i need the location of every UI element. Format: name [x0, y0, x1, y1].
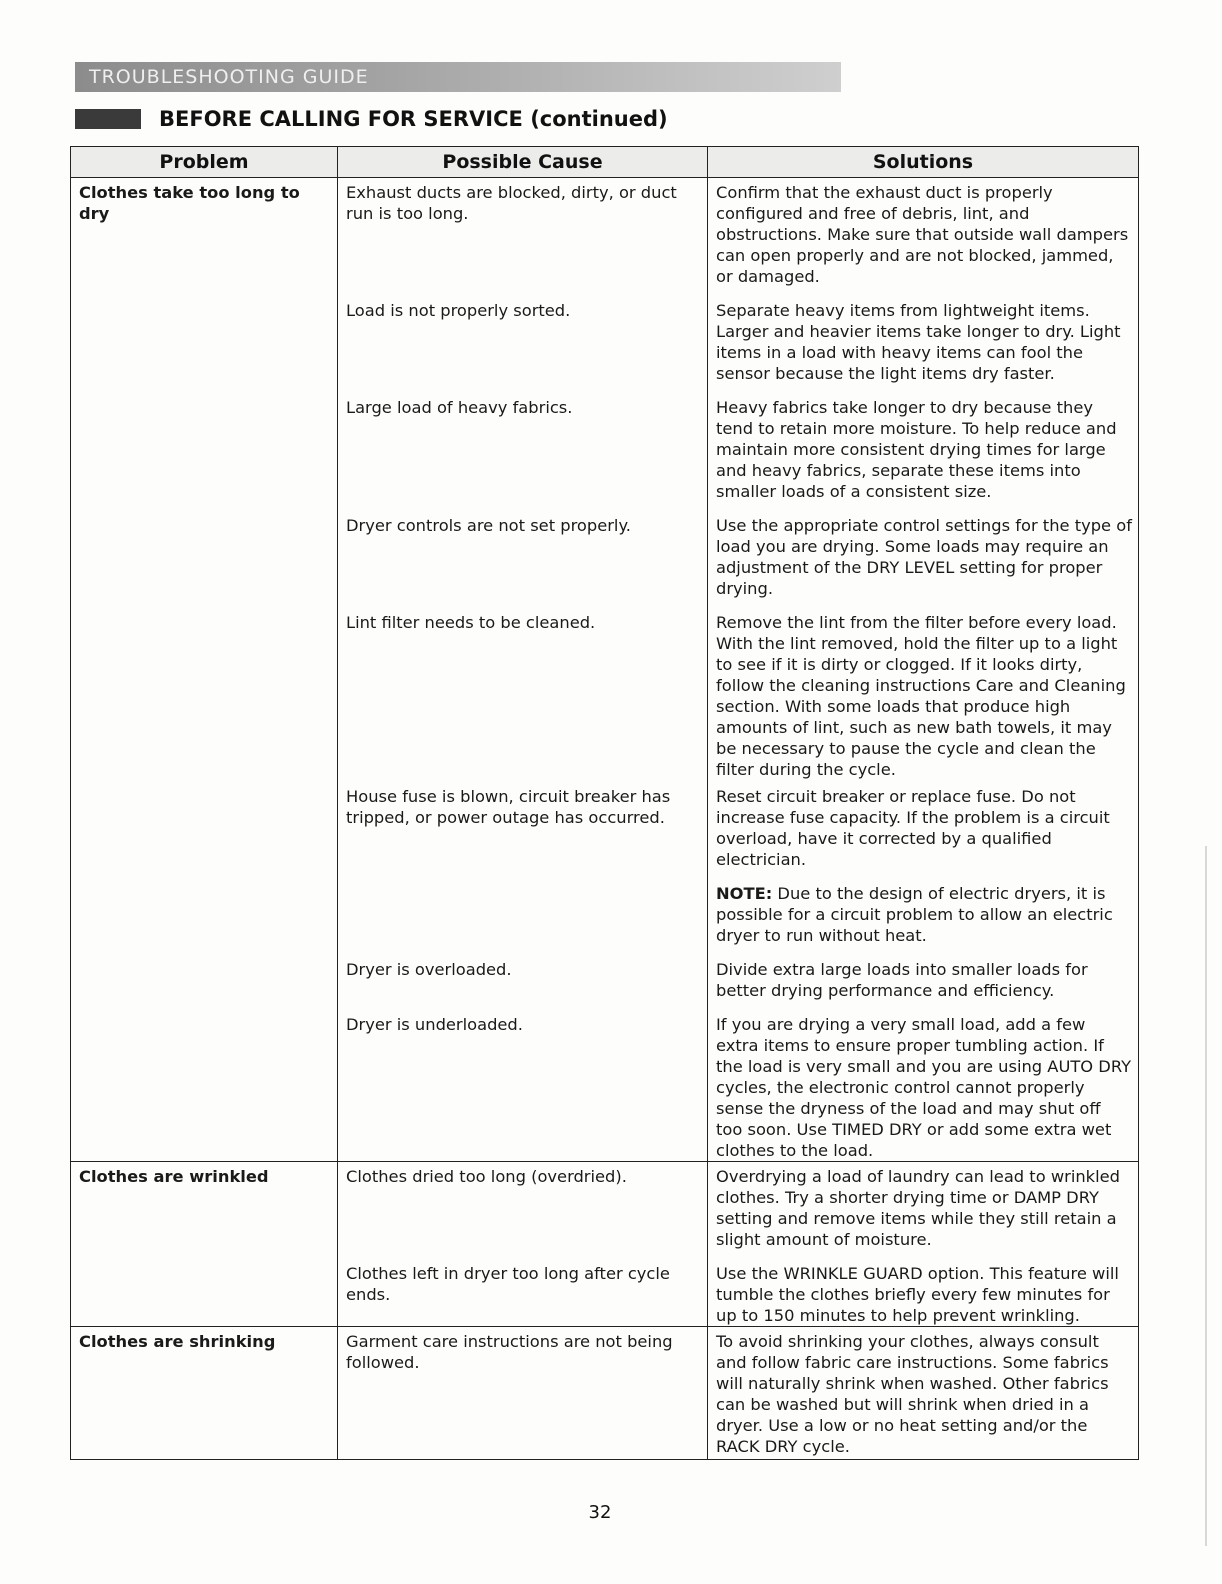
table-header-row	[71, 147, 1139, 178]
page-number: 32	[588, 1502, 612, 1523]
cause-cell: Dryer controls are not set properly.	[338, 515, 708, 612]
note-label: NOTE:	[716, 884, 773, 903]
problem-cell	[71, 1162, 338, 1264]
solution-cell: Overdrying a load of laundry can lead to wrinkled clothes. Try a shorter drying time or DAMP DRY setting and remove items while they still retain a slight amount of moisture.	[708, 1162, 1139, 1264]
solution-cell: Remove the lint from the filter before every load. With the lint removed, hold the filter up to a light to see if it is dirty or clogged. If it looks dirty, follow the cleaning instructions Care and Cleaning section. With some loads that produce high amounts of lint, such as new bath towels, it may be necessary to pause the cycle and clean the filter during the cycle.	[708, 612, 1139, 786]
problem-label: Clothes are shrinking	[79, 1332, 276, 1351]
problem-cell	[71, 300, 338, 397]
table-row	[71, 1327, 1139, 1460]
table-row	[71, 178, 1139, 301]
cause-cell: Load is not properly sorted.	[338, 300, 708, 397]
cause-cell: Exhaust ducts are blocked, dirty, or duct run is too long.	[338, 178, 708, 301]
problem-cell	[71, 959, 338, 1014]
cause-cell: House fuse is blown, circuit breaker has tripped, or power outage has occurred.	[338, 786, 708, 959]
table-row	[71, 1014, 1139, 1162]
solution-cell: Heavy fabrics take longer to dry because they tend to retain more moisture. To help reduce and maintain more consistent drying times for large and heavy fabrics, separate these items into smaller loads of a consistent size.	[708, 397, 1139, 515]
problem-cell	[71, 786, 338, 959]
solution-cell: Use the WRINKLE GUARD option. This feature will tumble the clothes briefly every few minutes for up to 150 minutes to help prevent wrinkling.	[708, 1263, 1139, 1327]
problem-label: Clothes are wrinkled	[79, 1167, 269, 1186]
troubleshooting-table	[70, 146, 1139, 1460]
table-row	[71, 1263, 1139, 1327]
problem-cell	[71, 612, 338, 786]
cause-cell: Large load of heavy fabrics.	[338, 397, 708, 515]
column-header-problem: Problem	[71, 147, 338, 178]
cause-cell: Dryer is underloaded.	[338, 1014, 708, 1162]
problem-cell	[71, 178, 338, 301]
table-row	[71, 397, 1139, 515]
table-row	[71, 612, 1139, 786]
solution-cell: To avoid shrinking your clothes, always consult and follow fabric care instructions. Some fabrics will naturally shrink when washed. Other fabrics can be washed but will shrink when dried in a dryer. Use a low or no heat setting and/or the RACK DRY cycle.	[708, 1327, 1139, 1460]
problem-cell	[71, 1014, 338, 1162]
problem-cell	[71, 1327, 338, 1460]
table-row	[71, 300, 1139, 397]
subtitle-marker-block	[75, 109, 141, 129]
column-header-cause: Possible Cause	[338, 147, 708, 178]
solution-cell: Use the appropriate control settings for the type of load you are drying. Some loads may require an adjustment of the DRY LEVEL setting for proper drying.	[708, 515, 1139, 612]
cause-cell: Garment care instructions are not being followed.	[338, 1327, 708, 1460]
problem-cell	[71, 397, 338, 515]
cause-cell: Lint filter needs to be cleaned.	[338, 612, 708, 786]
section-banner: TROUBLESHOOTING GUIDE	[75, 62, 841, 92]
problem-cell	[71, 515, 338, 612]
cause-cell: Clothes left in dryer too long after cycle ends.	[338, 1263, 708, 1327]
page-edge-shadow	[1205, 846, 1207, 1546]
table-row	[71, 1162, 1139, 1264]
cause-cell: Clothes dried too long (overdried).	[338, 1162, 708, 1264]
solution-cell: Divide extra large loads into smaller loads for better drying performance and efficiency.	[708, 959, 1139, 1014]
solution-cell: If you are drying a very small load, add a few extra items to ensure proper tumbling action. If the load is very small and you are using AUTO DRY cycles, the electronic control cannot properly sense the dryness of the load and may shut off too soon. Use TIMED DRY or add some extra wet clothes to the load.	[708, 1014, 1139, 1162]
table-row	[71, 786, 1139, 959]
page-subtitle	[75, 106, 668, 132]
solution-cell: Separate heavy items from lightweight items. Larger and heavier items take longer to dry. Light items in a load with heavy items can fool the sensor because the light items dry faster.	[708, 300, 1139, 397]
table-row	[71, 515, 1139, 612]
solution-cell: Confirm that the exhaust duct is properly configured and free of debris, lint, and obstructions. Make sure that outside wall dampers can open properly and are not blocked, jammed, or damaged.	[708, 178, 1139, 301]
column-header-solutions: Solutions	[708, 147, 1139, 178]
table-row	[71, 959, 1139, 1014]
cause-cell: Dryer is overloaded.	[338, 959, 708, 1014]
note-text: Due to the design of electric dryers, it is possible for a circuit problem to allow an electric dryer to run without heat.	[716, 884, 1113, 945]
problem-cell	[71, 1263, 338, 1327]
page-title: BEFORE CALLING FOR SERVICE (continued)	[159, 107, 668, 131]
problem-label: Clothes take too long to dry	[79, 183, 300, 223]
solution-cell	[708, 786, 1139, 959]
note-paragraph	[716, 883, 1132, 946]
solution-text: Reset circuit breaker or replace fuse. Do not increase fuse capacity. If the problem is a circuit overload, have it corrected by a qualified electrician.	[716, 787, 1110, 869]
